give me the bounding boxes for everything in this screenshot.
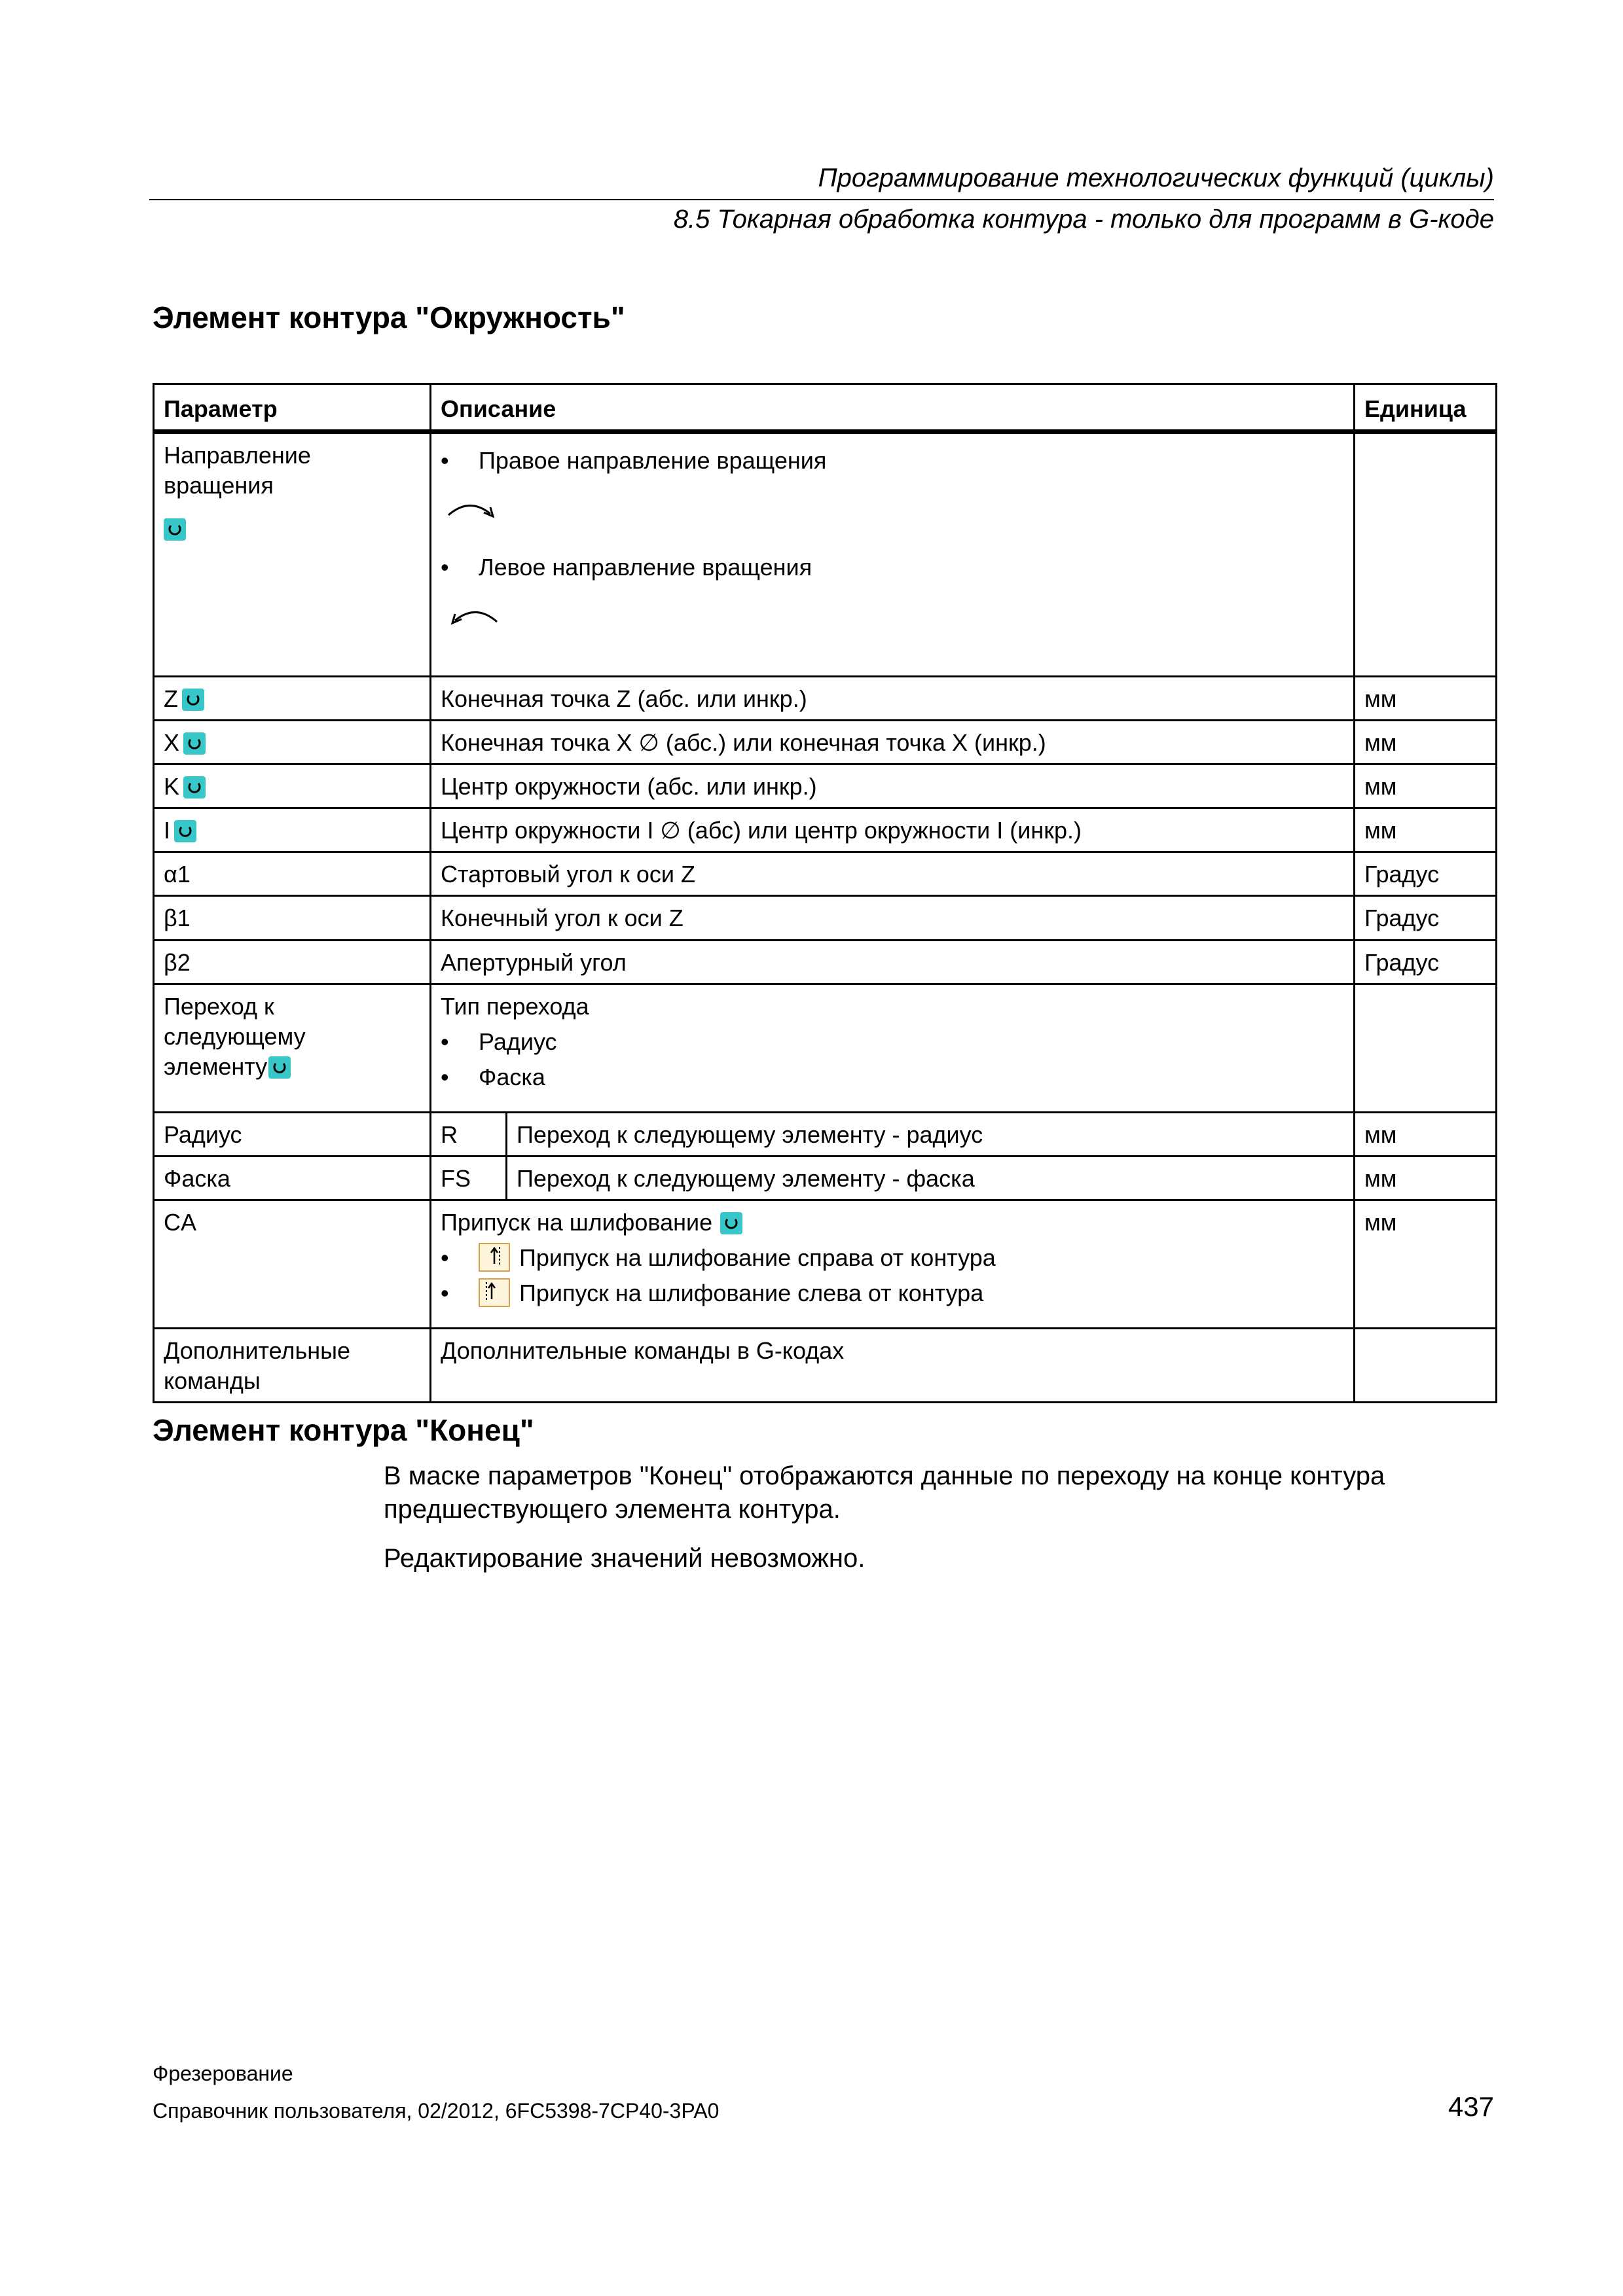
param-cell: Дополнительные команды: [154, 1328, 431, 1402]
transition-type-label: Тип перехода: [441, 992, 589, 1020]
list-item: • Фаска: [441, 1062, 1344, 1092]
param-cell: Фаска: [154, 1156, 431, 1200]
unit-cell: [1355, 984, 1497, 1112]
list-item: • Припуск на шлифование справа от контура: [441, 1243, 1344, 1273]
col-header-desc: Описание: [431, 384, 1355, 432]
heading-circle: Элемент контура "Окружность": [153, 300, 625, 334]
param-cell: K: [154, 764, 431, 808]
table-row-transition: [154, 984, 1497, 1112]
header-rule: [149, 199, 1494, 200]
footer-title: Фрезерование: [153, 2062, 293, 2085]
bullet: •: [441, 1244, 449, 1271]
bullet: •: [441, 447, 449, 475]
table-header-row: [154, 384, 1497, 432]
end-paragraph-line2: предшествующего элемента контура.: [384, 1495, 841, 1524]
table-row: [154, 1156, 1497, 1200]
param-cell: α1: [154, 852, 431, 896]
unit-cell: Градус: [1355, 852, 1497, 896]
table-row-extra: [154, 1328, 1497, 1402]
bullet: •: [441, 1063, 449, 1090]
unit-cell: мм: [1355, 764, 1497, 808]
param-cell: Радиус: [154, 1112, 431, 1156]
desc-cell: Переход к следующему элементу - фаска: [507, 1156, 1355, 1200]
col-header-unit: Единица: [1355, 384, 1497, 432]
table-row: [154, 896, 1497, 940]
desc-cell: Конечная точка X ∅ (абс.) или конечная точка X (инкр.): [431, 721, 1355, 764]
param-cell: CA: [154, 1200, 431, 1328]
table-row: [154, 1112, 1497, 1156]
parameter-table: [153, 383, 1497, 1403]
direction-right-label: Правое направление вращения: [479, 447, 827, 475]
param-direction-line2: вращения: [164, 472, 274, 499]
allowance-right-icon: [479, 1243, 510, 1272]
desc-cell: [431, 432, 1355, 677]
unit-cell: мм: [1355, 1112, 1497, 1156]
desc-cell: Припуск на шлифование • Припуск на шлифование справа от контура • Припуск на шлифование слева от контура: [431, 1200, 1355, 1328]
footer-doc-id: Справочник пользователя, 02/2012, 6FC5398-7CP40-3PA0: [153, 2099, 720, 2123]
toggle-icon[interactable]: [183, 776, 206, 798]
param-cell: Z: [154, 677, 431, 721]
toggle-icon[interactable]: [182, 689, 204, 711]
col-header-param: Параметр: [154, 384, 431, 432]
param-cell: [154, 432, 431, 677]
table-row: [154, 808, 1497, 852]
bullet: •: [441, 1279, 449, 1306]
toggle-icon[interactable]: [164, 518, 186, 541]
code-cell: FS: [431, 1156, 507, 1200]
desc-cell: Переход к следующему элементу - радиус: [507, 1112, 1355, 1156]
unit-cell: [1355, 1328, 1497, 1402]
unit-cell: мм: [1355, 677, 1497, 721]
table-row: [154, 677, 1497, 721]
list-item: • Припуск на шлифование слева от контура: [441, 1278, 1344, 1308]
toggle-icon[interactable]: [183, 732, 206, 755]
allowance-left-icon: [479, 1278, 510, 1307]
unit-cell: мм: [1355, 808, 1497, 852]
table-row: [154, 764, 1497, 808]
desc-cell: Дополнительные команды в G-кодах: [431, 1328, 1355, 1402]
desc-cell: Центр окружности (абс. или инкр.): [431, 764, 1355, 808]
running-header-section: 8.5 Токарная обработка контура - только для программ в G-коде: [673, 205, 1494, 234]
toggle-icon[interactable]: [174, 820, 196, 842]
toggle-icon[interactable]: [720, 1212, 742, 1234]
desc-cell: Центр окружности I ∅ (абс) или центр окружности I (инкр.): [431, 808, 1355, 852]
toggle-icon[interactable]: [268, 1056, 291, 1079]
list-item: • Радиус: [441, 1027, 1344, 1057]
table-row: [154, 721, 1497, 764]
desc-cell: Конечный угол к оси Z: [431, 896, 1355, 940]
unit-cell: [1355, 432, 1497, 677]
counterclockwise-arrow-icon: [443, 597, 502, 637]
desc-cell: Апертурный угол: [431, 940, 1355, 984]
table-row: [154, 940, 1497, 984]
bullet: •: [441, 1028, 449, 1055]
code-cell: R: [431, 1112, 507, 1156]
unit-cell: мм: [1355, 1200, 1497, 1328]
page-number: 437: [1448, 2091, 1494, 2122]
desc-cell: [431, 984, 1355, 1112]
running-header-chapter: Программирование технологических функций (циклы): [818, 164, 1494, 192]
unit-cell: мм: [1355, 721, 1497, 764]
unit-cell: мм: [1355, 1156, 1497, 1200]
param-cell: X: [154, 721, 431, 764]
table-row-direction: [154, 432, 1497, 677]
param-cell: Переход к следующему элементу: [154, 984, 431, 1112]
unit-cell: Градус: [1355, 896, 1497, 940]
table-row: [154, 852, 1497, 896]
param-cell: I: [154, 808, 431, 852]
bullet: •: [441, 554, 449, 581]
table-row-ca: [154, 1200, 1497, 1328]
end-paragraph-2: Редактирование значений невозможно.: [384, 1544, 866, 1573]
param-cell: β1: [154, 896, 431, 940]
list-item: [441, 552, 1344, 583]
direction-left-label: Левое направление вращения: [479, 554, 812, 581]
heading-end: Элемент контура "Конец": [153, 1413, 534, 1447]
clockwise-arrow-icon: [443, 490, 502, 531]
end-paragraph-line1: В маске параметров "Конец" отображаются данные по переходу на конце контура: [384, 1462, 1385, 1490]
list-item: [441, 446, 1344, 476]
param-cell: β2: [154, 940, 431, 984]
desc-cell: Стартовый угол к оси Z: [431, 852, 1355, 896]
desc-cell: Конечная точка Z (абс. или инкр.): [431, 677, 1355, 721]
unit-cell: Градус: [1355, 940, 1497, 984]
param-direction-line1: Направление: [164, 442, 311, 469]
